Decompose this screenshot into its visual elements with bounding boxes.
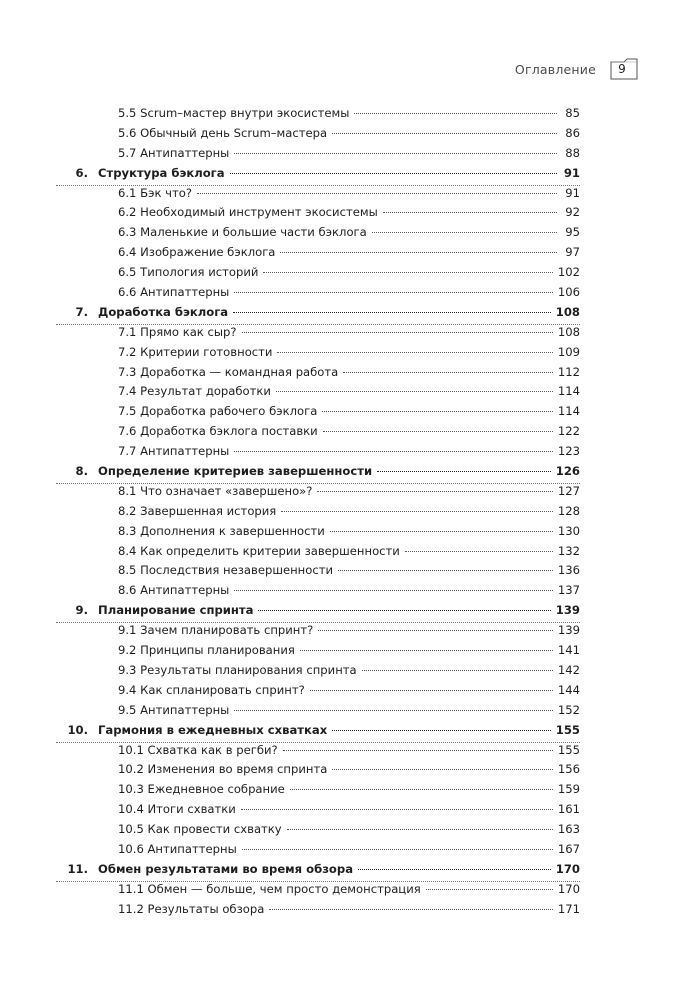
toc-entry-title: 11.2 Результаты обзора (118, 901, 265, 916)
toc-entry-title: 10.3 Ежедневное собрание (118, 782, 285, 797)
page-header (515, 58, 638, 80)
dot-leader (277, 352, 552, 353)
toc-entry-title: 9.3 Результаты планирования спринта (118, 662, 357, 677)
toc-section-row[interactable] (56, 663, 580, 683)
toc-section-row[interactable] (56, 563, 580, 583)
toc-chapter-row[interactable] (56, 723, 580, 743)
toc-section-row[interactable] (56, 544, 580, 564)
toc-page-number: 114 (557, 384, 580, 399)
toc-page-number: 161 (557, 802, 580, 817)
toc-entry-title: 5.6 Обычный день Scrum–мастера (118, 125, 328, 140)
dot-leader (281, 511, 553, 512)
toc-entry-title: 6.2 Необходимый инструмент экосистемы (118, 205, 378, 220)
toc-page-number: 91 (563, 165, 580, 180)
dot-leader (330, 531, 553, 532)
toc-chapter-number: 11. (67, 861, 88, 876)
toc-page-number: 141 (557, 643, 580, 658)
dot-leader (276, 391, 553, 392)
toc-section-row[interactable] (56, 325, 580, 345)
toc-entry-title: 7.5 Доработка рабочего бэклога (118, 404, 318, 419)
toc-entry-title: Обмен результатами во время обзора (98, 861, 354, 876)
dot-leader (258, 610, 550, 611)
toc-page-number: 85 (565, 106, 580, 120)
toc-entry-title: 8.6 Антипаттерны (118, 583, 230, 598)
toc-page-number: 108 (557, 324, 580, 339)
toc-page-number: 86 (565, 125, 580, 140)
dot-leader (343, 372, 553, 373)
dot-leader (426, 889, 553, 890)
dot-leader (283, 750, 553, 751)
toc-entry-title: 10.2 Изменения во время спринта (118, 762, 328, 777)
toc-entry-title: 6.5 Типология историй (118, 265, 259, 280)
toc-section-row[interactable] (56, 205, 580, 225)
dot-leader (310, 690, 553, 691)
dot-leader (332, 769, 553, 770)
toc-page-number: 170 (555, 861, 580, 876)
dot-leader (322, 411, 553, 412)
toc-page-number: 95 (565, 225, 580, 240)
toc-entry-title: 10.4 Итоги схватки (118, 802, 236, 817)
page-number-tab (610, 58, 638, 80)
toc-section-row[interactable] (56, 404, 580, 424)
toc-section-row[interactable] (56, 225, 580, 245)
toc-chapter-row[interactable] (56, 166, 580, 186)
dot-leader (233, 312, 551, 313)
dot-leader (242, 849, 553, 850)
toc-page-number: 155 (557, 742, 580, 757)
toc-page-number: 132 (557, 543, 580, 558)
toc-section-row[interactable] (56, 245, 580, 265)
toc-page-number: 155 (555, 722, 580, 737)
dot-leader (338, 570, 553, 571)
dot-leader (280, 252, 557, 253)
dot-leader (234, 153, 557, 154)
dot-leader (323, 431, 553, 432)
toc-page-number: 139 (557, 623, 580, 638)
toc-page-number: 127 (557, 483, 580, 498)
toc-chapter-number: 7. (75, 304, 88, 319)
toc-section-row[interactable] (56, 842, 580, 862)
toc-chapter-number: 8. (75, 464, 88, 479)
toc-entry-title: 11.1 Обмен — больше, чем просто демонстрация (118, 881, 421, 896)
page-number: 9 (618, 62, 626, 76)
toc-entry-title: 10.6 Антипаттерны (118, 841, 237, 856)
toc-page-number: 91 (565, 185, 580, 200)
toc-entry-title: 9.5 Антипаттерны (118, 702, 230, 717)
toc-entry-title: 7.7 Антипаттерны (118, 444, 230, 459)
toc-page-number: 88 (565, 145, 580, 160)
dot-leader (234, 710, 553, 711)
toc-entry-title: 8.4 Как определить критерии завершенности (118, 543, 400, 558)
toc-section-row[interactable] (56, 623, 580, 643)
toc-section-row[interactable] (56, 902, 580, 922)
toc-page-number: 167 (557, 841, 580, 856)
toc-entry-title: 9.4 Как спланировать спринт? (118, 682, 305, 697)
toc-page-number: 139 (555, 603, 580, 618)
toc-entry-title: 10.5 Как провести схватку (118, 822, 282, 837)
toc-entry-title: 8.5 Последствия незавершенности (118, 563, 333, 578)
toc-section-row[interactable] (56, 822, 580, 842)
dot-leader (234, 590, 553, 591)
toc-entry-title: 6.3 Маленькие и большие части бэклога (118, 225, 367, 240)
toc-page-number: 112 (557, 364, 580, 379)
dot-leader (263, 272, 552, 273)
running-head: Оглавление (514, 61, 596, 77)
toc-page-number: 128 (557, 503, 580, 518)
toc-entry-title: 7.2 Критерии готовности (118, 344, 273, 359)
toc-entry-title: Гармония в ежедневных схватках (98, 722, 328, 737)
toc-entry-title: 6.4 Изображение бэклога (118, 245, 276, 260)
toc-entry-title: 9.2 Принципы планирования (118, 643, 295, 658)
toc-section-row[interactable] (56, 106, 580, 126)
toc-entry-title: 5.5 Scrum–мастер внутри экосистемы (118, 106, 350, 120)
toc-entry-title: 10.1 Схватка как в регби? (118, 742, 278, 757)
toc-entry-title: Доработка бэклога (98, 304, 229, 319)
dot-leader (318, 630, 553, 631)
toc-page-number: 123 (557, 444, 580, 459)
toc-entry-title: Планирование спринта (98, 603, 254, 618)
toc-chapter-number: 6. (75, 165, 88, 180)
toc-page-number: 130 (557, 523, 580, 538)
dot-leader (242, 332, 553, 333)
toc-section-row[interactable] (56, 285, 580, 305)
toc-page-number: 136 (557, 563, 580, 578)
toc-entry-title: 8.3 Дополнения к завершенности (118, 523, 325, 538)
toc-page-number: 97 (565, 245, 580, 260)
toc-entry-title: 7.6 Доработка бэклога поставки (118, 424, 318, 439)
toc-section-row[interactable] (56, 583, 580, 603)
toc-section-row[interactable] (56, 186, 580, 206)
table-of-contents (56, 106, 580, 922)
toc-entry-title: 7.4 Результат доработки (118, 384, 271, 399)
toc-section-row[interactable] (56, 444, 580, 464)
toc-page-number: 109 (557, 344, 580, 359)
toc-entry-title: 6.1 Бэк что? (118, 185, 192, 200)
toc-page-number: 171 (557, 901, 580, 916)
toc-page-number: 114 (557, 404, 580, 419)
toc-page-number: 156 (557, 762, 580, 777)
toc-page-number: 92 (565, 205, 580, 220)
toc-section-row[interactable] (56, 484, 580, 504)
toc-page-number: 106 (557, 285, 580, 300)
dot-leader (354, 113, 557, 114)
toc-chapter-number: 10. (67, 722, 88, 737)
toc-chapter-row[interactable] (56, 305, 580, 325)
toc-section-row[interactable] (56, 146, 580, 166)
toc-page-number: 170 (557, 881, 580, 896)
toc-section-row[interactable] (56, 524, 580, 544)
dot-leader (377, 471, 551, 472)
dot-leader (241, 809, 553, 810)
toc-section-row[interactable] (56, 265, 580, 285)
toc-entry-title: 7.3 Доработка — командная работа (118, 364, 339, 379)
dot-leader (287, 829, 553, 830)
toc-page-number: 126 (555, 464, 580, 479)
toc-section-row[interactable] (56, 365, 580, 385)
toc-section-row[interactable] (56, 643, 580, 663)
toc-page-number: 108 (555, 304, 580, 319)
toc-entry-title: 8.2 Завершенная история (118, 503, 277, 518)
toc-page-number: 102 (557, 265, 580, 280)
dot-leader (362, 670, 553, 671)
toc-section-row[interactable] (56, 126, 580, 146)
dot-leader (317, 491, 552, 492)
dot-leader (383, 212, 557, 213)
toc-section-row[interactable] (56, 683, 580, 703)
toc-page-number: 137 (557, 583, 580, 598)
toc-chapter-number: 9. (75, 603, 88, 618)
toc-section-row[interactable] (56, 882, 580, 902)
toc-entry-title: 5.7 Антипаттерны (118, 145, 230, 160)
dot-leader (234, 451, 553, 452)
toc-page-number: 122 (557, 424, 580, 439)
toc-section-row[interactable] (56, 703, 580, 723)
toc-section-row[interactable] (56, 802, 580, 822)
toc-section-row[interactable] (56, 782, 580, 802)
dot-leader (405, 551, 553, 552)
toc-section-row[interactable] (56, 762, 580, 782)
toc-section-row[interactable] (56, 384, 580, 404)
toc-chapter-row[interactable] (56, 603, 580, 623)
toc-page-number: 159 (557, 782, 580, 797)
dot-leader (372, 232, 557, 233)
toc-entry-title: 8.1 Что означает «завершено»? (118, 483, 313, 498)
toc-section-row[interactable] (56, 345, 580, 365)
dot-leader (332, 133, 557, 134)
toc-entry-title: 7.1 Прямо как сыр? (118, 324, 237, 339)
toc-section-row[interactable] (56, 743, 580, 763)
dot-leader (358, 869, 551, 870)
dot-leader (230, 173, 557, 174)
dot-leader (269, 909, 553, 910)
dot-leader (290, 789, 553, 790)
dot-leader (332, 730, 551, 731)
dot-leader (300, 650, 553, 651)
toc-section-row[interactable] (56, 504, 580, 524)
toc-page-number: 152 (557, 702, 580, 717)
dot-leader (234, 292, 553, 293)
toc-page-number: 144 (557, 682, 580, 697)
dot-leader (197, 193, 557, 194)
toc-section-row[interactable] (56, 424, 580, 444)
toc-entry-title: Структура бэклога (98, 165, 225, 180)
toc-entry-title: 6.6 Антипаттерны (118, 285, 230, 300)
toc-page-number: 163 (557, 822, 580, 837)
toc-entry-title: 9.1 Зачем планировать спринт? (118, 623, 314, 638)
toc-page-number: 142 (557, 662, 580, 677)
toc-chapter-row[interactable] (56, 862, 580, 882)
toc-entry-title: Определение критериев завершенности (98, 464, 373, 479)
toc-chapter-row[interactable] (56, 464, 580, 484)
